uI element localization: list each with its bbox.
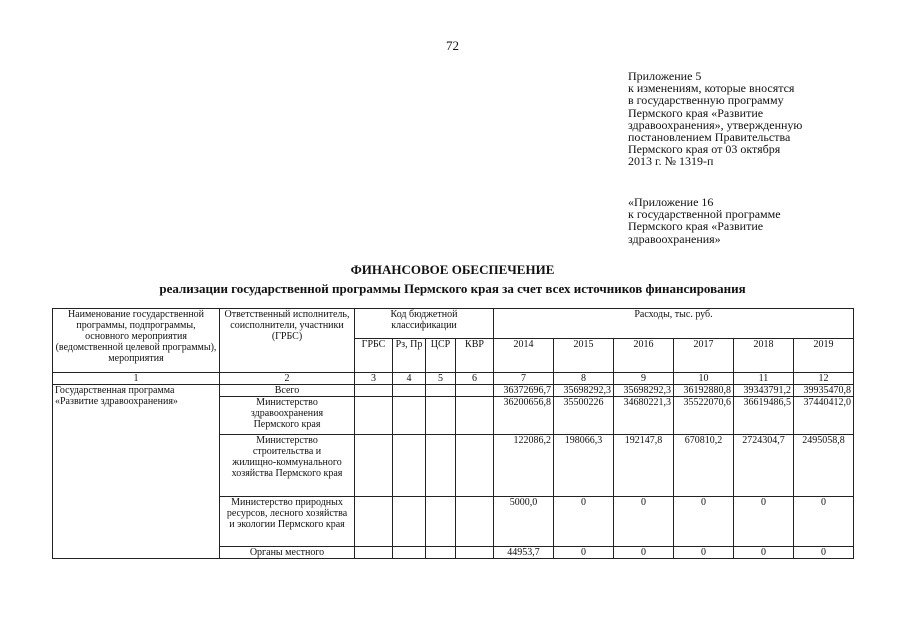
header-csr: ЦСР <box>426 339 456 373</box>
kvr-cell <box>456 497 494 547</box>
appendix-line: в государственную программу <box>628 93 784 108</box>
value-cell: 5000,0 <box>494 497 554 547</box>
csr-cell <box>426 547 456 559</box>
header-year: 2015 <box>554 339 614 373</box>
rz-cell <box>393 435 426 497</box>
document-subtitle: реализации государственной программы Пермского края за счет всех источников финансирования <box>159 281 746 296</box>
appendix-line: к изменениям, которые вносятся <box>628 81 795 96</box>
csr-cell <box>426 435 456 497</box>
header-kvr: КВР <box>456 339 494 373</box>
grbs-cell <box>355 497 393 547</box>
col-number: 7 <box>494 373 554 385</box>
value-cell: 0 <box>674 547 734 559</box>
value-cell: 39935470,8 <box>794 385 854 397</box>
header-grbs: ГРБС <box>355 339 393 373</box>
value-cell: 0 <box>794 547 854 559</box>
col-number: 9 <box>614 373 674 385</box>
value-cell: 0 <box>554 547 614 559</box>
col-number: 1 <box>53 373 220 385</box>
kvr-cell <box>456 547 494 559</box>
appendix-note <box>628 70 802 168</box>
appendix-line: Пермского края от 03 октября <box>628 142 781 157</box>
value-cell: 0 <box>674 497 734 547</box>
value-cell: 198066,3 <box>554 435 614 497</box>
executor-cell: Органы местного <box>220 547 355 559</box>
col-number: 5 <box>426 373 456 385</box>
col-number: 11 <box>734 373 794 385</box>
rz-cell <box>393 547 426 559</box>
header-code: Код бюджетной классификации <box>355 309 494 339</box>
col-number: 12 <box>794 373 854 385</box>
value-cell: 36192880,8 <box>674 385 734 397</box>
grbs-cell <box>355 435 393 497</box>
header-year: 2019 <box>794 339 854 373</box>
value-cell: 35698292,3 <box>554 385 614 397</box>
header-expenses: Расходы, тыс. руб. <box>494 309 854 339</box>
appendix-16-line: здравоохранения» <box>628 231 721 246</box>
header-year: 2014 <box>494 339 554 373</box>
col-number: 4 <box>393 373 426 385</box>
appendix-16-line: к государственной программе <box>628 207 781 222</box>
value-cell: 2495058,8 <box>794 435 854 497</box>
value-cell: 0 <box>734 547 794 559</box>
header-year: 2017 <box>674 339 734 373</box>
header-executor: Ответственный исполнитель, соисполнители, участники (ГРБС) <box>220 309 355 373</box>
grbs-cell <box>355 385 393 397</box>
value-cell: 0 <box>794 497 854 547</box>
csr-cell <box>426 397 456 435</box>
program-name: Государственная программа «Развитие здравоохранения» <box>53 385 220 559</box>
appendix-line: Приложение 5 <box>628 69 702 83</box>
financing-table <box>52 308 854 559</box>
executor-cell: Министерство строительства и жилищно-коммунального хозяйства Пермского края <box>220 435 355 497</box>
rz-cell <box>393 397 426 435</box>
value-cell: 37440412,0 <box>794 397 854 435</box>
kvr-cell <box>456 397 494 435</box>
executor-cell: Министерство здравоохранения Пермского края <box>220 397 355 435</box>
value-cell: 0 <box>734 497 794 547</box>
column-number-row <box>53 373 854 385</box>
value-cell: 0 <box>614 497 674 547</box>
col-number: 3 <box>355 373 393 385</box>
value-cell: 36619486,5 <box>734 397 794 435</box>
header-name: Наименование государственной программы, подпрограммы, основного мероприятия (ведомственной целевой программы), мероприятия <box>53 309 220 373</box>
executor-cell: Всего <box>220 385 355 397</box>
appendix-16-note <box>628 196 781 245</box>
executor-cell: Министерство природных ресурсов, лесного хозяйства и экологии Пермского края <box>220 497 355 547</box>
col-number: 8 <box>554 373 614 385</box>
value-cell: 0 <box>554 497 614 547</box>
value-cell: 35500226 <box>554 397 614 435</box>
value-cell: 35522070,6 <box>674 397 734 435</box>
col-number: 2 <box>220 373 355 385</box>
value-cell: 44953,7 <box>494 547 554 559</box>
kvr-cell <box>456 435 494 497</box>
appendix-line: Пермского края «Развитие <box>628 105 764 120</box>
appendix-line: здравоохранения», утвержденную <box>628 117 803 132</box>
appendix-line: постановлением Правительства <box>628 130 791 145</box>
appendix-16-line: «Приложение 16 <box>628 195 714 209</box>
rz-cell <box>393 497 426 547</box>
value-cell: 39343791,2 <box>734 385 794 397</box>
page-number: 72 <box>446 38 459 53</box>
rz-cell <box>393 385 426 397</box>
appendix-line: 2013 г. № 1319-п <box>628 154 714 169</box>
value-cell: 0 <box>614 547 674 559</box>
appendix-16-line: Пермского края «Развитие <box>628 219 764 234</box>
value-cell: 35698292,3 <box>614 385 674 397</box>
col-number: 10 <box>674 373 734 385</box>
header-rz: Рз, Пр <box>393 339 426 373</box>
value-cell: 192147,8 <box>614 435 674 497</box>
value-cell: 36372696,7 <box>494 385 554 397</box>
value-cell: 36200656,8 <box>494 397 554 435</box>
header-year: 2018 <box>734 339 794 373</box>
grbs-cell <box>355 397 393 435</box>
document-title: ФИНАНСОВОЕ ОБЕСПЕЧЕНИЕ <box>350 262 555 277</box>
value-cell: 122086,2 <box>494 435 554 497</box>
value-cell: 670810,2 <box>674 435 734 497</box>
value-cell: 2724304,7 <box>734 435 794 497</box>
table-row <box>53 385 854 397</box>
grbs-cell <box>355 547 393 559</box>
value-cell: 34680221,3 <box>614 397 674 435</box>
csr-cell <box>426 385 456 397</box>
header-year: 2016 <box>614 339 674 373</box>
col-number: 6 <box>456 373 494 385</box>
csr-cell <box>426 497 456 547</box>
kvr-cell <box>456 385 494 397</box>
